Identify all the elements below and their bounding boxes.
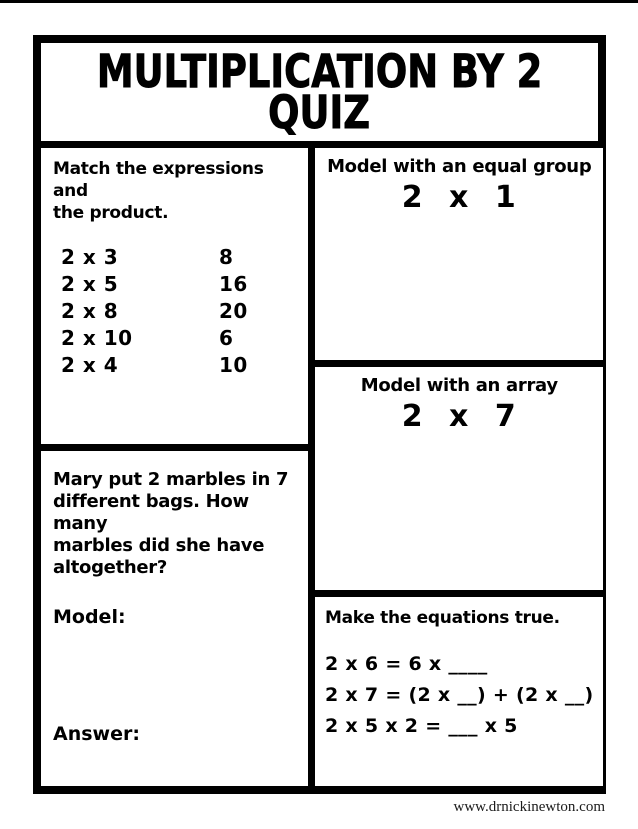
- equal-group-section: [315, 148, 603, 360]
- page-title-line-1: MULTIPLICATION BY 2: [96, 45, 543, 98]
- word-problem-line: Mary put 2 marbles in 7: [53, 469, 289, 490]
- equation-line: 2 x 7 = (2 x __) + (2 x __): [325, 684, 594, 706]
- equal-group-expression: 2 x 1: [401, 180, 517, 215]
- page-title-line-2: QUIZ: [268, 86, 371, 139]
- match-prompt-line-1: Match the expressions and: [53, 159, 264, 201]
- match-prompt-line-2: the product.: [53, 203, 169, 223]
- expression-cell: 2 x 4: [61, 353, 119, 377]
- right-column: [315, 148, 603, 786]
- word-problem-section: [41, 451, 308, 786]
- word-problem-line: altogether?: [53, 557, 168, 578]
- product-cell: 20: [219, 299, 248, 323]
- array-section: [315, 367, 603, 590]
- match-row: [61, 325, 296, 352]
- product-cell: 6: [219, 326, 234, 350]
- match-row: [61, 244, 296, 271]
- expression-cell: 2 x 3: [61, 245, 119, 269]
- match-row: [61, 271, 296, 298]
- answer-label: Answer:: [53, 723, 140, 745]
- worksheet-frame: [33, 35, 606, 794]
- match-prompt: [53, 158, 296, 224]
- left-column: [41, 148, 308, 786]
- equal-group-heading: Model with an equal group: [327, 156, 592, 177]
- title-box: [41, 43, 598, 141]
- match-row: [61, 352, 296, 379]
- expression-cell: 2 x 10: [61, 326, 133, 350]
- product-cell: 8: [219, 245, 234, 269]
- array-heading: Model with an array: [360, 375, 558, 396]
- footer-url: www.drnickinewton.com: [453, 799, 605, 815]
- product-cell: 16: [219, 272, 248, 296]
- equation-line: 2 x 6 = 6 x ____: [325, 653, 488, 675]
- equations-section: [315, 597, 603, 786]
- expression-cell: 2 x 8: [61, 299, 119, 323]
- content-columns: [41, 148, 598, 786]
- word-problem-text: [53, 469, 296, 579]
- match-section: [41, 148, 308, 444]
- equations-list: [325, 649, 593, 742]
- array-expression: 2 x 7: [401, 399, 517, 434]
- match-row: [61, 298, 296, 325]
- equation-line: 2 x 5 x 2 = ___ x 5: [325, 715, 518, 737]
- match-list: [61, 244, 296, 379]
- equations-prompt: Make the equations true.: [325, 608, 560, 628]
- product-cell: 10: [219, 353, 248, 377]
- word-problem-line: marbles did she have: [53, 535, 265, 556]
- word-problem-line: different bags. How many: [53, 491, 249, 534]
- model-label: Model:: [53, 606, 126, 628]
- expression-cell: 2 x 5: [61, 272, 119, 296]
- top-edge-strip: [0, 0, 638, 3]
